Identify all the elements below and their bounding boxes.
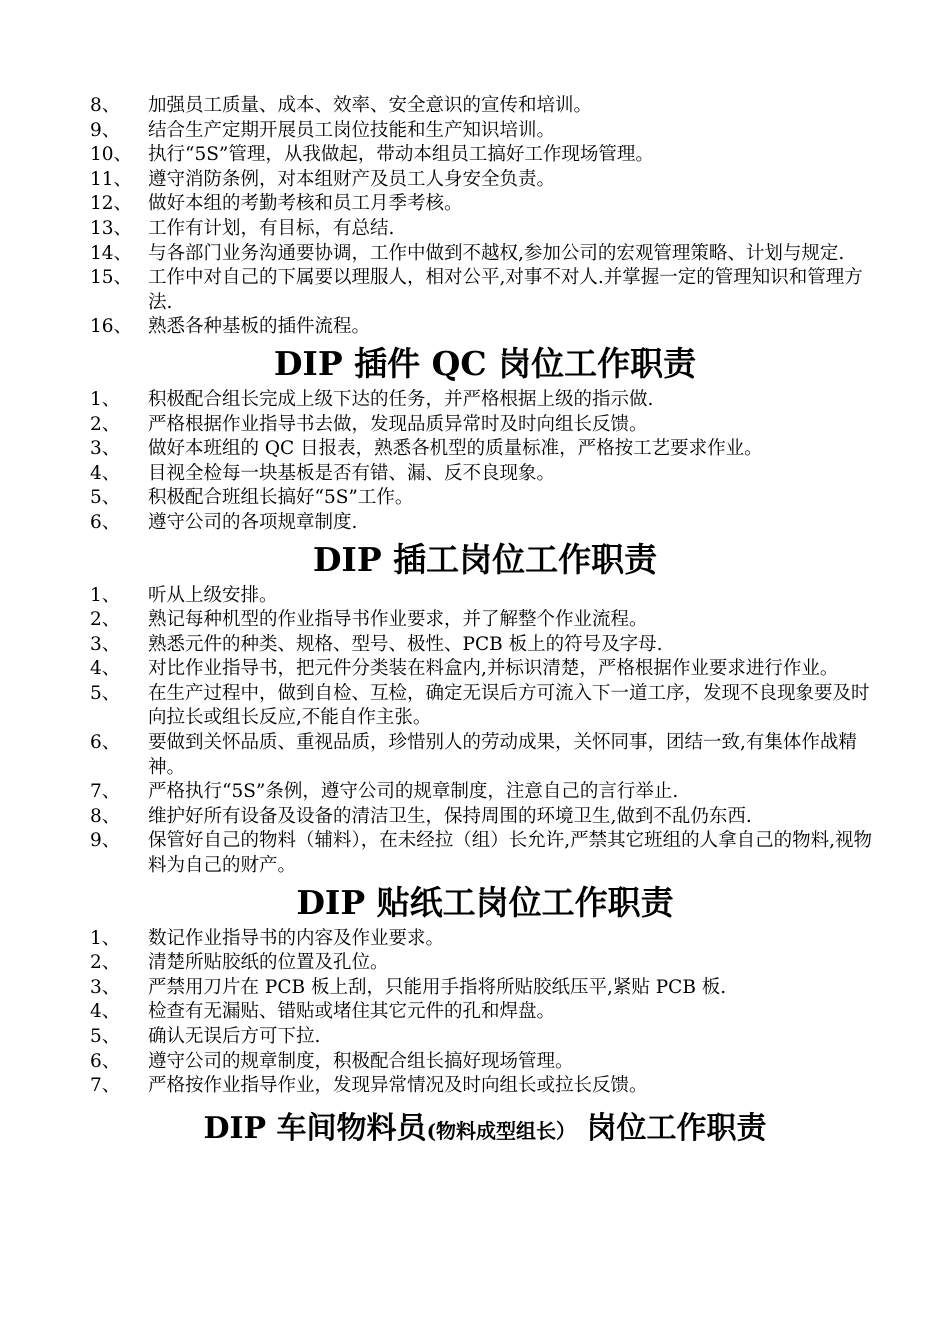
section-heading: DIP 插工岗位工作职责 xyxy=(312,539,658,579)
list-item xyxy=(90,94,880,119)
list-item xyxy=(90,413,880,438)
list-item xyxy=(90,511,880,536)
item-number: 3、 xyxy=(90,633,121,655)
item-text: 工作中对自己的下属要以理服人，相对公平,对事不对人.并掌握一定的管理知识和管理方法. xyxy=(148,267,863,313)
item-number: 8、 xyxy=(90,95,121,116)
item-number: 15、 xyxy=(90,267,133,289)
list-item xyxy=(90,780,880,805)
heading-subtitle-part: (物料成型组长） xyxy=(426,1118,577,1143)
item-text: 维护好所有设备及设备的清洁卫生，保持周围的环境卫生,做到不乱仍东西. xyxy=(148,805,752,827)
item-text: 对比作业指导书，把元件分类装在料盒内,并标识清楚，严格根据作业要求进行作业。 xyxy=(148,658,839,680)
item-number: 12、 xyxy=(90,193,133,215)
list-item xyxy=(90,143,880,168)
item-text: 做好本班组的 QC 日报表，熟悉各机型的质量标准，严格按工艺要求作业。 xyxy=(148,438,763,460)
list-item xyxy=(90,315,880,340)
item-number: 11、 xyxy=(90,168,133,190)
item-number: 7、 xyxy=(90,1075,121,1097)
heading-main-part: DIP 车间物料员 xyxy=(203,1110,427,1146)
item-number: 7、 xyxy=(90,781,121,803)
item-number: 6、 xyxy=(90,511,121,533)
item-number: 2、 xyxy=(90,952,121,974)
section-heading: DIP 插件 QC 岗位工作职责 xyxy=(273,343,697,383)
item-number: 1、 xyxy=(90,584,121,606)
list-item xyxy=(90,437,880,462)
item-number: 14、 xyxy=(90,242,133,264)
item-text: 严禁用刀片在 PCB 板上刮，只能用手指将所贴胶纸压平,紧贴 PCB 板. xyxy=(148,976,727,998)
item-text: 遵守公司的各项规章制度. xyxy=(148,511,358,533)
item-text: 执行“5S”管理，从我做起，带动本组员工搞好工作现场管理。 xyxy=(148,144,654,166)
item-number: 1、 xyxy=(90,927,121,949)
item-number: 5、 xyxy=(90,1026,121,1047)
item-text: 数记作业指导书的内容及作业要求。 xyxy=(148,927,445,949)
item-text: 积极配合班组长搞好“5S”工作。 xyxy=(148,487,414,509)
list-item xyxy=(90,682,880,731)
list-item xyxy=(90,217,880,242)
item-text: 与各部门业务沟通要协调，工作中做到不越权,参加公司的宏观管理策略、计划与规定. xyxy=(148,242,845,264)
final-section-heading xyxy=(90,1107,880,1153)
item-text: 在生产过程中，做到自检、互检，确定无误后方可流入下一道工序，发现不良现象要及时向拉长或组长反应,不能自作主张。 xyxy=(148,682,870,729)
list-item xyxy=(90,486,880,511)
list-item xyxy=(90,633,880,658)
item-number: 5、 xyxy=(90,682,121,704)
item-number: 1、 xyxy=(90,388,121,410)
list-item xyxy=(90,584,880,609)
list-item xyxy=(90,168,880,193)
list-item xyxy=(90,242,880,267)
section-heading: DIP 贴纸工岗位工作职责 xyxy=(296,882,674,922)
list-item xyxy=(90,829,880,878)
item-number: 10、 xyxy=(90,144,133,166)
list-item xyxy=(90,976,880,1001)
item-text: 听从上级安排。 xyxy=(148,584,278,606)
list-item xyxy=(90,462,880,487)
list-item xyxy=(90,927,880,952)
list-item xyxy=(90,388,880,413)
item-text: 严格执行“5S”条例，遵守公司的规章制度，注意自己的言行举止. xyxy=(148,781,679,803)
item-text: 严格根据作业指导书去做，发现品质异常时及时向组长反馈。 xyxy=(148,413,648,435)
item-number: 6、 xyxy=(90,1050,121,1072)
item-text: 清楚所贴胶纸的位置及孔位。 xyxy=(148,952,389,974)
item-text: 保管好自己的物料（辅料），在未经拉（组）长允许,严禁其它班组的人拿自己的物料,视物料为自己的财产。 xyxy=(148,830,873,877)
list-item xyxy=(90,951,880,976)
item-text: 熟悉各种基板的插件流程。 xyxy=(148,316,371,338)
item-text: 工作有计划，有目标，有总结. xyxy=(148,217,395,239)
item-text: 目视全检每一块基板是否有错、漏、反不良现象。 xyxy=(148,462,556,484)
item-number: 9、 xyxy=(90,830,121,852)
item-text: 结合生产定期开展员工岗位技能和生产知识培训。 xyxy=(148,119,556,141)
list-item xyxy=(90,1050,880,1075)
list-item xyxy=(90,266,880,315)
item-number: 3、 xyxy=(90,976,121,998)
list-item xyxy=(90,1000,880,1025)
item-number: 16、 xyxy=(90,316,133,338)
item-number: 6、 xyxy=(90,732,121,754)
item-text: 检查有无漏贴、错贴或堵住其它元件的孔和焊盘。 xyxy=(148,1001,556,1023)
item-text: 熟悉元件的种类、规格、型号、极性、PCB 板上的符号及字母. xyxy=(148,633,663,655)
list-item xyxy=(90,119,880,144)
list-item xyxy=(90,1025,880,1050)
item-text: 遵守消防条例，对本组财产及员工人身安全负责。 xyxy=(148,168,556,190)
item-number: 4、 xyxy=(90,1001,121,1023)
heading-suffix-part: 岗位工作职责 xyxy=(586,1110,767,1146)
item-text: 确认无误后方可下拉. xyxy=(148,1026,321,1047)
item-text: 熟记每种机型的作业指导书作业要求，并了解整个作业流程。 xyxy=(148,609,648,631)
list-item xyxy=(90,657,880,682)
item-number: 2、 xyxy=(90,413,121,435)
item-number: 5、 xyxy=(90,487,121,509)
document-content xyxy=(90,94,880,1155)
item-text: 加强员工质量、成本、效率、安全意识的宣传和培训。 xyxy=(148,95,593,116)
item-number: 9、 xyxy=(90,119,121,141)
item-number: 4、 xyxy=(90,462,121,484)
item-number: 3、 xyxy=(90,438,121,460)
list-item xyxy=(90,608,880,633)
item-text: 严格按作业指导作业，发现异常情况及时向组长或拉长反馈。 xyxy=(148,1075,648,1097)
list-item xyxy=(90,1074,880,1099)
list-item xyxy=(90,805,880,830)
item-number: 8、 xyxy=(90,805,121,827)
item-text: 遵守公司的规章制度，积极配合组长搞好现场管理。 xyxy=(148,1050,574,1072)
item-text: 做好本组的考勤考核和员工月季考核。 xyxy=(148,193,463,215)
list-item xyxy=(90,731,880,780)
item-number: 13、 xyxy=(90,217,133,239)
list-item xyxy=(90,192,880,217)
item-number: 2、 xyxy=(90,609,121,631)
item-text: 要做到关怀品质、重视品质，珍惜别人的劳动成果，关怀同事，团结一致,有集体作战精神。 xyxy=(148,732,857,778)
item-text: 积极配合组长完成上级下达的任务，并严格根据上级的指示做. xyxy=(148,388,654,410)
item-number: 4、 xyxy=(90,658,121,680)
